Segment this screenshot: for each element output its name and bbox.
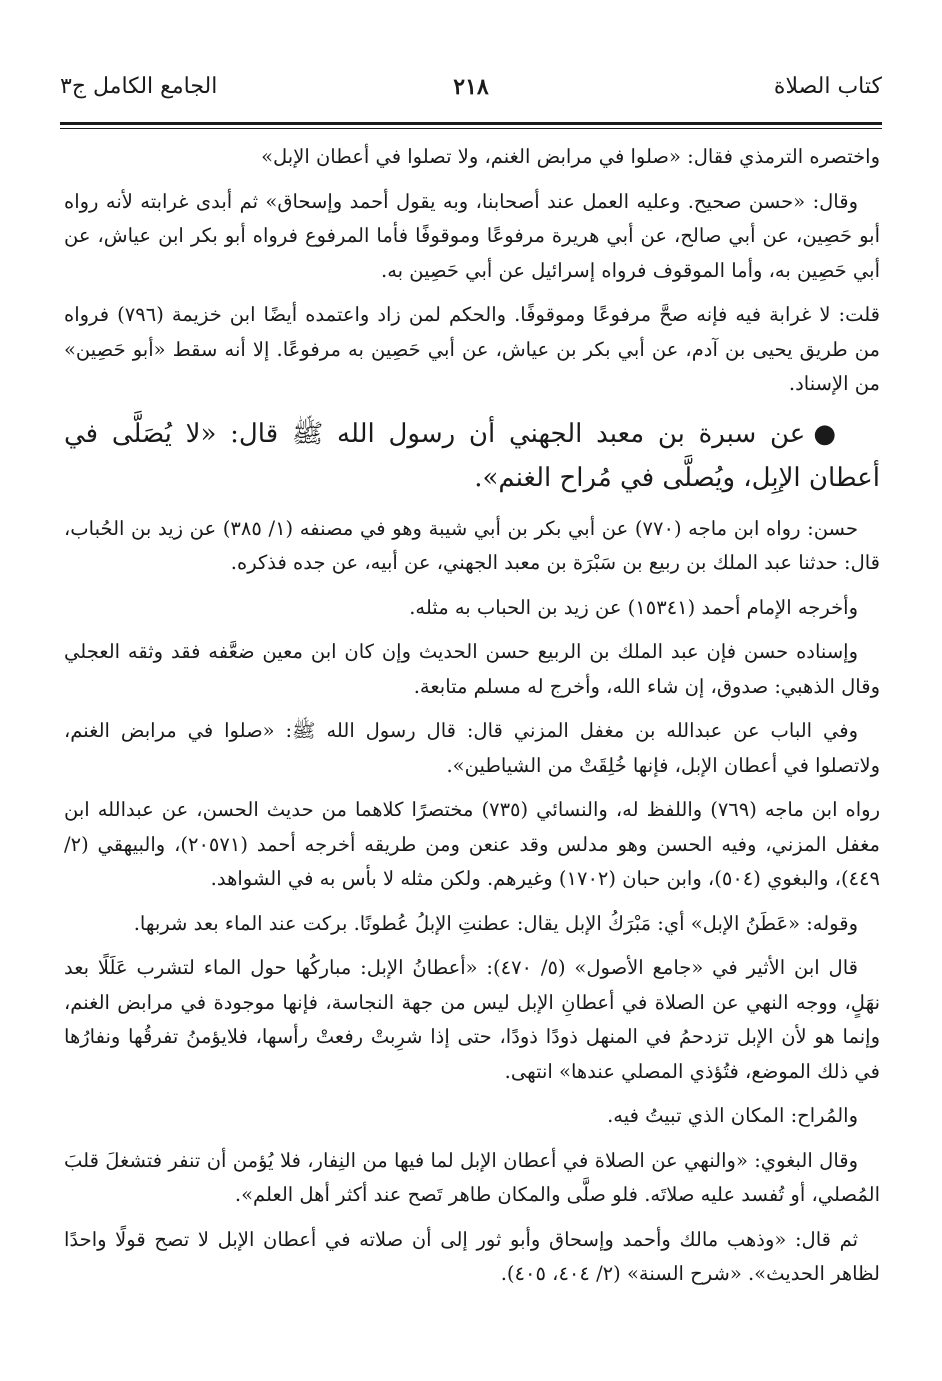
- paragraph-definition-atan: وقوله: «عَطَنُ الإبل» أي: مَبْرَكُ الإبل يقال: عطنتِ الإبلُ عُطونًا. بركت عند الماء بعد شربها.: [133, 911, 858, 935]
- hadith-text: [64, 412, 880, 500]
- bullet-icon: ●: [813, 418, 836, 449]
- paragraph-takhrij-ibn-majah: حسن: رواه ابن ماجه (٧٧٠) عن أبي بكر بن أبي شيبة وهو في مصنفه (١/ ٣٨٥) عن زيد بن الحُباب، قال: حدثنا عبد الملك بن ربيع بن سَبْرَة بن معبد الجهني، عن أبيه، عن جده فذكره.: [64, 516, 880, 574]
- page-number: ٢١٨: [453, 74, 489, 100]
- page-header: [60, 70, 882, 110]
- paragraph-author-comment: قلت: لا غرابة فيه فإنه صحَّ مرفوعًا وموقوفًا. والحكم لمن زاد واعتمده أيضًا ابن خزيمة (٧٩٦) فرواه من طريق يحيى بن آدم، عن أبي بكر بن عياش، عن أبي حَصِين به مرفوعًا. إلا أنه سقط «أبو حَصِين» من الإسناد.: [64, 303, 880, 395]
- paragraph-definition-murah: والمُراح: المكان الذي تبيتُ فيه.: [607, 1104, 858, 1127]
- paragraph-takhrij-ahmad: وأخرجه الإمام أحمد (١٥٣٤١) عن زيد بن الحباب به مثله.: [409, 595, 858, 619]
- paragraph-ibn-al-athir: قال ابن الأثير في «جامع الأصول» (٥/ ٤٧٠): «أعطانُ الإبل: مباركُها حول الماء لتشرب عَلَلًا بعد نهَلٍ، ووجه النهي عن الصلاة في أعطانِ الإبل ليس من جهة النجاسة، فإنها موجودة في مرابض الغنم، وإنما هو لأن الإبل تزدحمُ في المنهل ذودًا ذودًا، حتى إذا شرِبتْ رفعتْ رأسها، فلايؤمنُ تفرقُها ونفارُها في ذلك الموضع، فتُؤذي المصلي عندها» انتهى.: [64, 956, 880, 1083]
- paragraph-isnad-grading: وإسناده حسن فإن عبد الملك بن الربيع حسن الحديث وإن كان ابن معين ضعَّفه فقد وثقه العجلي وقال الذهبي: صدوق، إن شاء الله، وأخرج له مسلم متابعة.: [64, 640, 880, 698]
- page-body: [64, 140, 880, 1302]
- paragraph-baghawi-1: وقال البغوي: «والنهي عن الصلاة في أعطان الإبل لما فيها من النِفار، فلا يُؤمن أن تنفر فتشغلَ قلبَ المُصلي، أو تُفسد عليه صلاتَه. فلو صلَّى والمكان طاهر تَصح عند أكثر أهل العلم».: [64, 1148, 880, 1206]
- paragraph-tirmidhi-grading: وقال: «حسن صحيح. وعليه العمل عند أصحابنا، وبه يقول أحمد وإسحاق» ثم أبدى غرابته لأنه رواه أبو حَصِين، عن أبي صالح، عن أبي هريرة مرفوعًا وموقوفًا فأما المرفوع فرواه أبو بكر ابن عياش، عن أبي حَصِين به، وأما الموقوف فرواه إسرائيل عن أبي حَصِين به.: [64, 189, 880, 282]
- hadith-body: عن سبرة بن معبد الجهني أن رسول الله ﷺ قال: «لا يُصَلَّى في أعطان الإبِل، ويُصلَّى في مُراح الغنم».: [64, 418, 880, 493]
- paragraph-supporting-takhrij: رواه ابن ماجه (٧٦٩) واللفظ له، والنسائي (٧٣٥) مختصرًا كلاهما من حديث الحسن، عن عبدالله ابن مغفل المزني، وفيه الحسن وهو مدلس وقد عنعن ومن طريقه أخرجه أحمد (٢٠٥٧١)، والبيهقي (٢/ ٤٤٩)، والبغوي (٥٠٤)، وابن حبان (١٧٠٢) وغيرهم. ولكن مثله لا بأس به في الشواهد.: [64, 798, 880, 890]
- header-rule-thick: [60, 122, 882, 125]
- header-rule-thin: [60, 128, 882, 129]
- paragraph-supporting-hadith: وفي الباب عن عبدالله بن مغفل المزني قال: قال رسول الله ﷺ: «صلوا في مرابض الغنم، ولاتصلوا في أعطان الإبل، فإنها خُلِقَتْ من الشياطين».: [64, 719, 880, 777]
- paragraph-tirmidhi-summary: واختصره الترمذي فقال: «صلوا في مرابض الغنم، ولا تصلوا في أعطان الإبل»: [261, 145, 880, 168]
- paragraph-baghawi-2: ثم قال: «وذهب مالك وأحمد وإسحاق وأبو ثور إلى أن صلاته في أعطان الإبل لا تصح قولًا واحدًا لظاهر الحديث». «شرح السنة» (٢/ ٤٠٤، ٤٠٥).: [64, 1227, 880, 1285]
- volume-title: الجامع الكامل ج٣: [60, 74, 218, 99]
- book-title: كتاب الصلاة: [773, 74, 882, 99]
